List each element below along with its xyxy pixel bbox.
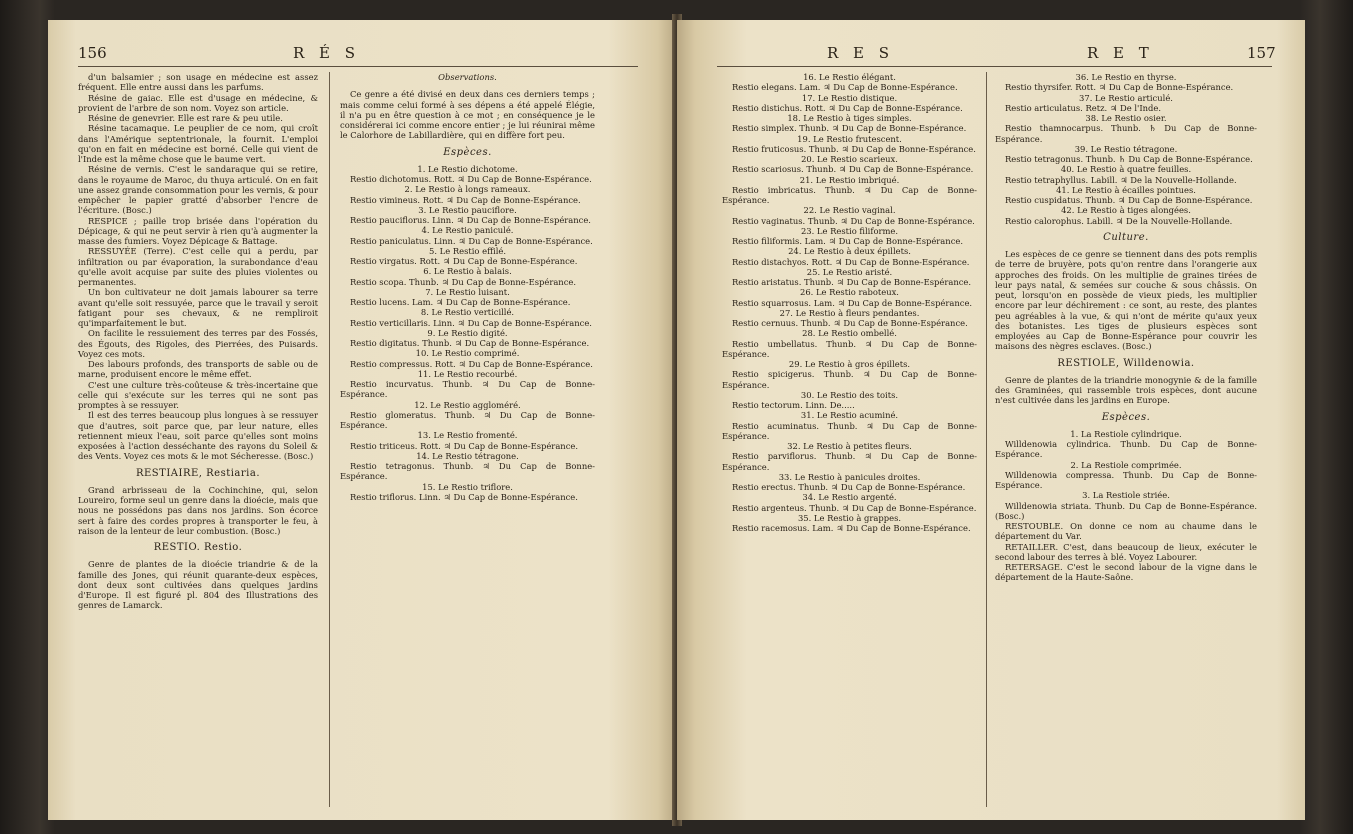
article-paragraph: Un bon cultivateur ne doit jamais labourer sa terre avant qu'elle soit ressuyée, parce que le travail y seroit fatigant pour ses chevaux, & ne rempliroit qu'imparfaitement le but. [78,287,318,328]
species-description: Restio scariosus. Thunb. ♃ Du Cap de Bonne-Espérance. [732,164,974,175]
article-paragraph: Des labours profonds, des transports de sable ou de marne, produisent encore le même effet. [78,359,318,380]
species-description: Restio distichus. Rott. ♃ Du Cap de Bonne-Espérance. [732,102,963,113]
species-description: Restio distachyos. Rott. ♃ Du Cap de Bonne-Espérance. [732,256,970,267]
species-name: 13. Le Restio fromenté. [417,430,518,441]
left-page [48,20,676,820]
restiole-title: RESTIOLE, Willdenowia. [1057,357,1195,369]
species-name: 3. La Restiole striée. [1082,490,1170,501]
species-description: Restio verticillaris. Linn. ♃ Du Cap de Bonne-Espérance. [350,317,592,328]
species-description: Restio parviflorus. Thunb. ♃ Du Cap de Bonne-Espérance. [722,451,977,472]
species-description: Restio virgatus. Rott. ♃ Du Cap de Bonne-Espérance. [350,256,578,266]
restiole-text: Genre de plantes de la triandrie monogynie & de la famille des Graminées, qui rassemble trois espèces, dont aucune n'est cultivée dans les jardins en Europe. [995,374,1257,406]
article-paragraph: d'un balsamier ; son usage en médecine est assez fréquent. Elle entre aussi dans les parfums. [78,72,318,93]
observations-title: Observations. [438,72,497,82]
restiole-species-title: Espèces. [1101,411,1151,423]
species-description: Restio elegans. Lam. ♃ Du Cap de Bonne-Espérance. [732,82,958,93]
article-paragraph: On facilite le ressuiement des terres par des Fossés, des Égouts, des Rigoles, des Pierrées, des Puisards. Voyez ces mots. [78,328,318,359]
species-name: 26. Le Restio raboteux. [800,287,899,298]
restiole-species-list [995,429,1257,521]
species-name: 38. Le Restio osier. [1085,113,1167,123]
species-description: Restio racemosus. Lam. ♃ Du Cap de Bonne-Espérance. [732,523,971,533]
species-name: 2. Le Restio à longs rameaux. [404,184,531,195]
retailler-entry: RETAILLER. C'est, dans beaucoup de lieux, exécuter le second labour des terres à blé. Voyez Labourer. [995,541,1257,562]
species-description: Restio imbricatus. Thunb. ♃ Du Cap de Bonne-Espérance. [722,184,977,205]
article-paragraph: Résine de gaiac. Elle est d'usage en médecine, & provient de l'arbre de son nom. Voyez son article. [78,92,318,113]
observations-text: Ce genre a été divisé en deux dans ces derniers temps ; mais comme celui formé à ses dépens a été appelé Élégie, il n'a pu en être question à ce mot ; en conséquence je le considérerai ici comme encore entier ; je lui réunirai même le Calorhore de Labillardière, qui en diffère fort peu. [340,89,595,141]
species-description: Restio cuspidatus. Thunb. ♃ Du Cap de Bonne-Espérance. [1005,195,1253,205]
left-running-head: R É S [293,44,361,62]
species-name: 29. Le Restio à gros épillets. [788,359,911,369]
article-paragraph: RESSUYÉE (Terre). C'est celle qui a perdu, par infiltration ou par évaporation, la surabondance d'eau qu'elle avoit acquise par suite des pluies violentes ou permanentes. [78,246,318,287]
species-name: 33. Le Restio à panicules droites. [778,471,921,482]
species-description: Restio argenteus. Thunb. ♃ Du Cap de Bonne-Espérance. [732,502,977,513]
species-name: 24. Le Restio à deux épillets. [788,246,911,257]
species-name: 1. La Restiole cylindrique. [1070,428,1182,439]
species-description: Restio digitatus. Thunb. ♃ Du Cap de Bonne-Espérance. [350,338,590,348]
right-column-divider [986,72,987,807]
species-name: 20. Le Restio scarieux. [801,154,898,164]
article-heading: RESTIAIRE, Restiaria. [135,467,261,479]
species-name: 22. Le Restio vaginal. [803,205,896,216]
article-paragraph: Grand arbrisseau de la Cochinchine, qui, selon Loureiro, forme seul un genre dans la dioécie, mais que nous ne possédons pas dans nos jardins. Son écorce sert à faire des cordes propres à transporter le feu, à raison de la lenteur de leur combustion. (Bosc.) [78,484,318,536]
species-name: 19. Le Restio frutescent. [797,133,902,144]
species-name: 18. Le Restio à tiges simples. [787,113,912,123]
article-paragraph: Résine de genevrier. Elle est rare & peu utile. [88,113,283,123]
article-paragraph: Résine tacamaque. Le peuplier de ce nom, qui croît dans l'Amérique septentrionale, la fournit. L'emploi qu'on en fait en médecine est borné. Celle qui vient de l'Inde est la même chose que le baume vert. [78,123,318,164]
right-header-rule [717,66,1272,67]
species-name: 34. Le Restio argenté. [802,492,897,503]
restouble-entry: RESTOUBLE. On donne ce nom au chaume dans le département du Var. [995,521,1257,542]
species-name: 35. Le Restio à grappes. [797,512,902,523]
species-description: Willdenowia striata. Thunb. Du Cap de Bonne-Espérance. (Bosc.) [995,500,1257,521]
article-paragraph: RESPICE ; paille trop brisée dans l'opération du Dépicage, & qui ne peut servir à rien qu'à augmenter la masse des fumiers. Voyez Dépicage & Battage. [78,215,318,246]
article-paragraph: Résine de vernis. C'est le sandaraque qui se retire, dans le royaume de Maroc, du thuya articulé. On en fait une assez grande consommation pour les vernis, & pour empêcher le papier gratté d'absorber l'encre de l'écriture. (Bosc.) [78,164,318,216]
species-description: Restio dichotomus. Rott. ♃ Du Cap de Bonne-Espérance. [350,174,592,184]
species-name: 2. La Restiole comprimée. [1070,459,1182,470]
species-name: 7. Le Restio luisant. [425,286,510,297]
species-description: Restio triticeus. Rott. ♃ Du Cap de Bonne-Espérance. [350,440,579,451]
article-heading: RESTIO. Restio. [153,542,243,553]
species-name: 12. Le Restio aggloméré. [414,399,521,410]
species-name: 14. Le Restio tétragone. [416,450,519,461]
species-name: 37. Le Restio articulé. [1079,92,1173,103]
right-page [677,20,1305,820]
species-name: 32. Le Restio à petites fleurs. [787,441,912,451]
species-list-left [340,164,595,502]
species-name: 41. Le Restio à écailles pointues. [1056,184,1196,195]
species-description: Restio tetragonus. Thunb. ♃ Du Cap de Bonne-Espérance. [340,461,595,482]
species-description: Restio vaginatus. Thunb. ♃ Du Cap de Bonne-Espérance. [732,215,975,226]
article-paragraph: C'est une culture très-coûteuse & très-incertaine que celle qui s'exécute sur les terres qui ne sont pas promptes à se ressuyer. [78,379,318,410]
species-description: Restio squarrosus. Lam. ♃ Du Cap de Bonne-Espérance. [732,297,973,308]
right-column-1 [722,72,977,533]
species-name: 31. Le Restio acuminé. [800,410,899,421]
species-description: Restio fruticosus. Thunb. ♃ Du Cap de Bonne-Espérance. [732,143,976,154]
species-description: Restio thyrsifer. Rott. ♃ Du Cap de Bonne-Espérance. [1005,82,1234,93]
species-description: Restio paniculatus. Linn. ♃ Du Cap de Bonne-Espérance. [350,235,593,246]
left-column-1 [78,72,318,611]
article-paragraph: Il est des terres beaucoup plus longues à se ressuyer que d'autres, soit parce que, par leur nature, elles retiennent mieux l'eau, soit parce qu'elles sont moins exposées à l'action desséchante des rayons du Soleil & des Vents. Voyez ces mots & le mot Sécheresse. (Bosc.) [78,410,318,462]
retersage-entry: RETERSAGE. C'est le second labour de la vigne dans le département de la Haute-Saône. [995,562,1257,583]
species-description: Restio incurvatus. Thunb. ♃ Du Cap de Bonne-Espérance. [340,379,595,400]
species-name: 6. Le Restio à balais. [423,266,512,277]
species-description: Restio cernuus. Thunb. ♃ Du Cap de Bonne-Espérance. [732,318,968,328]
species-description: Willdenowia cylindrica. Thunb. Du Cap de Bonne-Espérance. [995,439,1257,460]
article-paragraph: Genre de plantes de la dioécie triandrie & de la famille des Jones, qui réunit quarante-deux espèces, dont deux sont cultivées dans quelques jardins d'Europe. Il est figuré pl. 804 des Illustrations des genres de Lamarck. [78,559,318,611]
species-description: Restio umbellatus. Thunb. ♃ Du Cap de Bonne-Espérance. [722,338,977,359]
species-description: Restio vimineus. Rott. ♃ Du Cap de Bonne-Espérance. [350,194,581,205]
species-name: 5. Le Restio effilé. [428,245,507,256]
species-name: 42. Le Restio à tiges alongées. [1061,205,1191,216]
right-running-head-left: R E S [827,44,895,62]
left-header-rule [78,66,638,67]
species-name: 3. Le Restio pauciflore. [418,204,517,215]
species-name: 25. Le Restio aristé. [806,266,893,277]
species-description: Restio acuminatus. Thunb. ♃ Du Cap de Bonne-Espérance. [722,420,977,441]
species-description: Restio articulatus. Retz. ♃ De l'Inde. [1005,102,1162,113]
species-name: 21. Le Restio imbriqué. [799,174,900,185]
species-name: 9. Le Restio digité. [427,327,508,338]
species-name: 10. Le Restio comprimé. [415,348,520,359]
species-name: 15. Le Restio triflore. [422,481,513,492]
species-description: Restio scopa. Thunb. ♃ Du Cap de Bonne-Espérance. [350,276,577,287]
species-description: Restio calorophus. Labill. ♃ De la Nouvelle-Hollande. [1005,215,1233,226]
culture-text: Les espèces de ce genre se tiennent dans des pots remplis de terre de bruyère, pots qu'on rentre dans l'orangerie aux approches des froids. On les multiplie de graines tirées de leur pays natal, & semées sur couche & sous châssis. On peut, lorsqu'on en possède de vieux pieds, les multiplier encore par leur déchirement : ce sont, au reste, des plantes peu agréables à la vue, & qui n'ont de mérite qu'aux yeux des botanistes. Les tiges de plusieurs espèces sont employées au Cap de Bonne-Espérance pour couvrir les maisons des nègres esclaves. (Bosc.) [995,249,1257,352]
right-column-2 [995,72,1257,583]
left-page-number: 156 [78,44,107,62]
left-column-divider [329,72,330,807]
species-name: 16. Le Restio élégant. [803,72,896,82]
right-running-head-right: R E T [1087,44,1154,62]
species-name: 36. Le Restio en thyrse. [1075,72,1177,82]
species-title-left: Espèces. [443,146,492,158]
species-description: Restio filiformis. Lam. ♃ Du Cap de Bonne-Espérance. [732,236,964,246]
culture-title: Culture. [1103,231,1149,243]
species-name: 4. Le Restio paniculé. [421,225,514,236]
right-page-number: 157 [1247,44,1276,62]
species-name: 39. Le Restio tétragone. [1074,143,1178,154]
species-name: 27. Le Restio à fleurs pendantes. [779,307,920,318]
species-description: Restio simplex. Thunb. ♃ Du Cap de Bonne-Espérance. [732,123,967,134]
species-description: Restio pauciflorus. Linn. ♃ Du Cap de Bonne-Espérance. [350,215,591,225]
species-description: Restio aristatus. Thunb. ♃ Du Cap de Bonne-Espérance. [732,277,972,287]
species-description: Restio triflorus. Linn. ♃ Du Cap de Bonne-Espérance. [350,491,578,502]
species-description: Restio tectorum. Linn. De..... [732,400,855,410]
species-description: Restio erectus. Thunb. ♃ Du Cap de Bonne-Espérance. [732,482,966,492]
species-description: Restio tetraphyllus. Labill. ♃ De la Nouvelle-Hollande. [1005,174,1237,185]
species-name: 28. Le Restio ombellé. [802,328,897,339]
species-description: Restio lucens. Lam. ♃ Du Cap de Bonne-Espérance. [350,297,571,307]
species-name: 8. Le Restio verticillé. [420,307,515,318]
species-description: Restio compressus. Rott. ♃ Du Cap de Bonne-Espérance. [350,358,593,369]
species-name: 1. Le Restio dichotome. [417,163,518,174]
species-description: Restio spicigerus. Thunb. ♃ Du Cap de Bonne-Espérance. [722,369,977,390]
left-column-2 [340,72,595,502]
species-description: Willdenowia compressa. Thunb. Du Cap de Bonne-Espérance. [995,469,1257,490]
species-name: 17. Le Restio distique. [801,92,898,103]
species-name: 30. Le Restio des toits. [800,389,899,400]
species-description: Restio tetragonus. Thunb. ♄ Du Cap de Bonne-Espérance. [1005,154,1253,164]
species-name: 11. Le Restio recourbé. [417,368,518,379]
species-description: Restio glomeratus. Thunb. ♃ Du Cap de Bonne-Espérance. [340,409,595,430]
species-description: Restio thamnocarpus. Thunb. ♄ Du Cap de Bonne-Espérance. [995,123,1257,144]
species-name: 40. Le Restio à quatre feuilles. [1060,164,1192,175]
species-list-right-continued [995,72,1257,226]
species-name: 23. Le Restio filiforme. [800,225,899,236]
